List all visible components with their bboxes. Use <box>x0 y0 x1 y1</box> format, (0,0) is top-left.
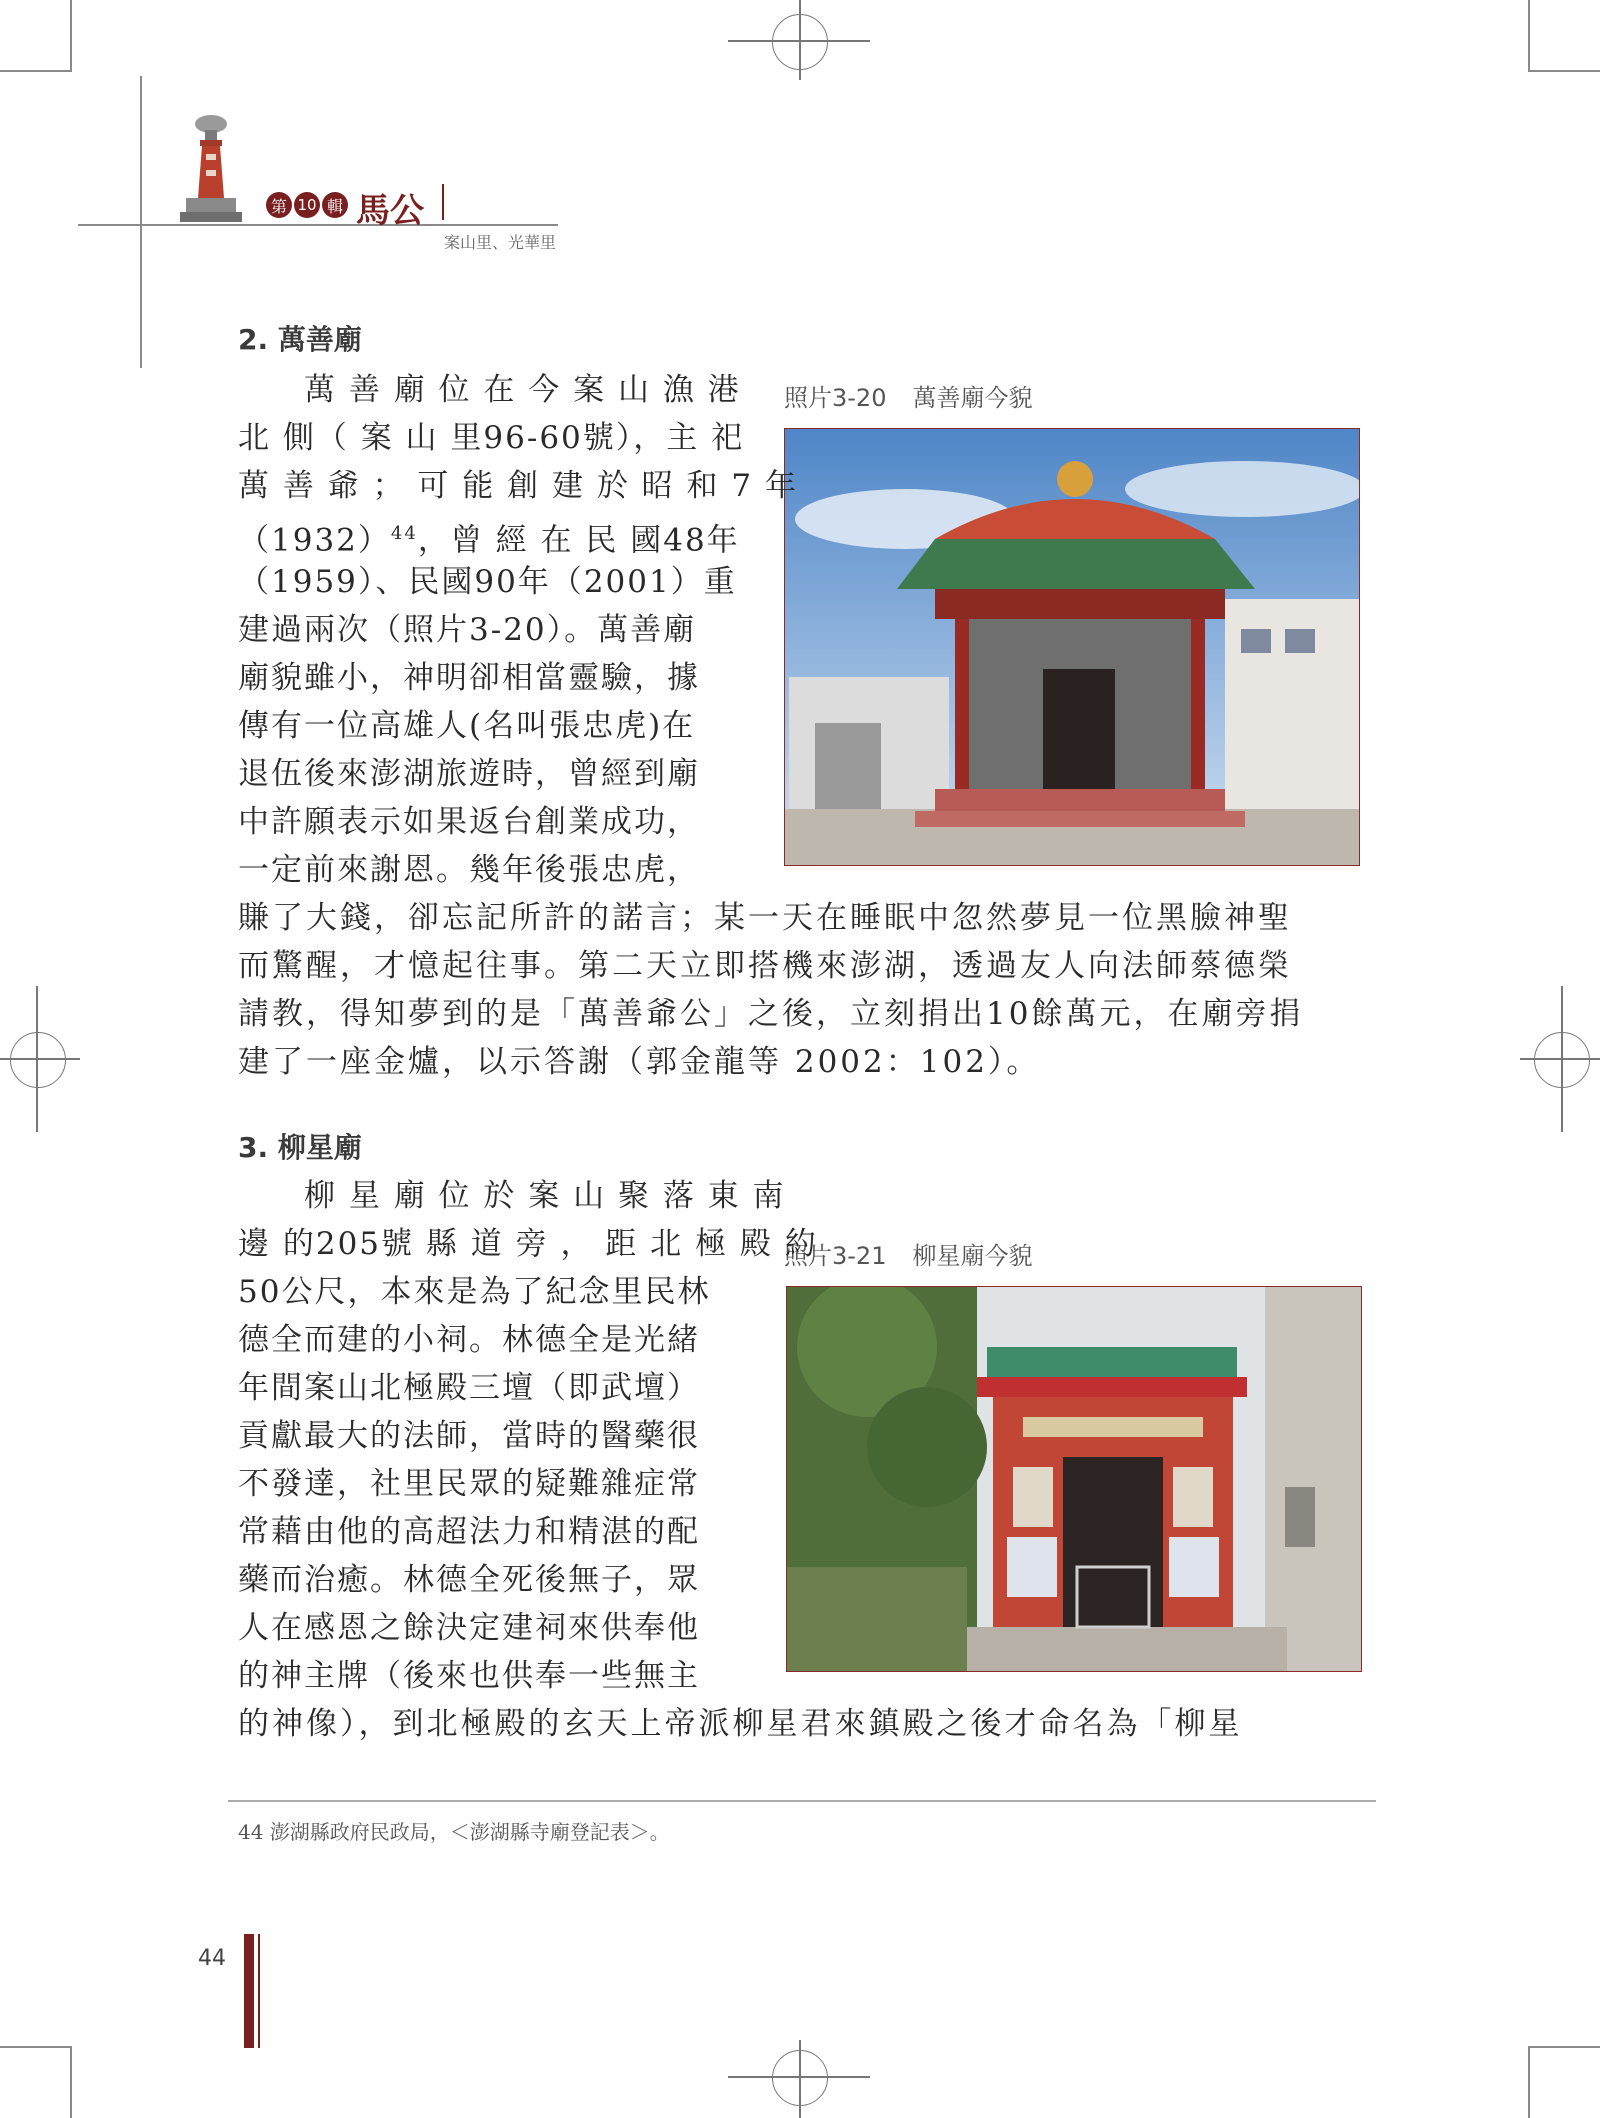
volume-badge <box>266 192 348 218</box>
footnote <box>238 1816 670 1845</box>
photo-caption-3-20 <box>784 378 1058 413</box>
photo-wanshan-temple <box>784 428 1360 866</box>
crop-mark <box>1528 70 1600 72</box>
text-line: 賺了大錢，卻忘記所許的諾言；某一天在睡眠中忽然夢見一位黑臉神聖 <box>238 900 1292 936</box>
text-line: 的神主牌（後來也供奉一些無主 <box>238 1658 700 1694</box>
text-line: 廟貌雖小，神明卻相當靈驗，據 <box>238 660 700 696</box>
text-line: 德全而建的小祠。林德全是光緒 <box>238 1322 700 1358</box>
badge-right: 輯 <box>322 192 348 218</box>
header-vertical-rule <box>140 76 142 368</box>
crop-mark <box>70 0 72 72</box>
photo-caption-3-21 <box>784 1236 1058 1271</box>
text-line: 柳 星 廟 位 於 案 山 聚 落 東 南 <box>238 1178 786 1214</box>
text-line: 建了一座金爐，以示答謝（郭金龍等 2002：102）。 <box>238 1044 1041 1080</box>
text-line: 北 側（ 案 山 里96-60號），主 祀 <box>238 420 745 456</box>
crop-mark <box>1528 2046 1600 2048</box>
crop-mark <box>0 70 72 72</box>
text-line: 貢獻最大的法師，當時的醫藥很 <box>238 1418 700 1454</box>
text-line: 邊 的205號 縣 道 旁 ， 距 北 極 殿 約 <box>238 1226 818 1262</box>
footnote-rule <box>228 1800 1376 1802</box>
section-heading-liuxing: 3. 柳星廟 <box>238 1131 362 1164</box>
text-line: 年間案山北極殿三壇（即武壇） <box>238 1370 700 1406</box>
caption-text: 柳星廟今貌 <box>912 1242 1033 1270</box>
text-line: 一定前來謝恩。幾年後張忠虎， <box>238 852 700 888</box>
text-segment: ，曾 經 在 民 國48年 <box>417 522 740 559</box>
text-line: 不發達，社里民眾的疑難雜症常 <box>238 1466 700 1502</box>
section-heading-wanshan: 2. 萬善廟 <box>238 323 362 356</box>
footnote-text: 澎湖縣政府民政局，＜澎湖縣寺廟登記表＞。 <box>269 1820 670 1844</box>
photo-liuxing-temple <box>786 1286 1362 1672</box>
text-line: 而驚醒，才憶起往事。第二天立即搭機來澎湖，透過友人向法師蔡德榮 <box>238 948 1292 984</box>
footnote-ref[interactable]: 44 <box>390 523 418 544</box>
text-line: （1959）、民國90年（2001）重 <box>238 564 737 600</box>
text-line: 退伍後來澎湖旅遊時，曾經到廟 <box>238 756 700 792</box>
page-marker-bar <box>244 1934 254 2048</box>
caption-id: 照片3-20 <box>784 384 887 412</box>
text-line: 人在感恩之餘決定建祠來供奉他 <box>238 1610 700 1646</box>
text-line: 藥而治癒。林德全死後無子，眾 <box>238 1562 700 1598</box>
text-line <box>238 510 740 564</box>
page-number: 44 <box>198 1946 226 1971</box>
header-subtitle: 案山里、光華里 <box>444 233 557 252</box>
crop-mark <box>70 2046 72 2118</box>
text-line: 傳有一位高雄人(名叫張忠虎)在 <box>238 708 696 744</box>
text-line: 中許願表示如果返台創業成功， <box>238 804 700 840</box>
text-line: 萬 善 廟 位 在 今 案 山 漁 港 <box>238 372 741 408</box>
text-line: 建過兩次（照片3-20）。萬善廟 <box>238 612 697 648</box>
badge-number: 10 <box>294 192 320 218</box>
caption-id: 照片3-21 <box>784 1242 887 1270</box>
text-segment: （1932） <box>238 522 391 559</box>
lighthouse-logo <box>178 110 244 226</box>
crop-mark <box>1528 0 1530 72</box>
text-line: 常藉由他的高超法力和精湛的配 <box>238 1514 700 1550</box>
text-line: 的神像），到北極殿的玄天上帝派柳星君來鎮殿之後才命名為「柳星 <box>238 1706 1243 1742</box>
text-line: 請教，得知夢到的是「萬善爺公」之後，立刻捐出10餘萬元，在廟旁捐 <box>238 996 1304 1032</box>
text-line: 萬 善 爺 ； 可 能 創 建 於 昭 和 7 年 <box>238 468 798 504</box>
crop-mark <box>1528 2046 1530 2118</box>
caption-text: 萬善廟今貌 <box>912 384 1033 412</box>
page-marker-line <box>258 1934 260 2048</box>
title-divider <box>442 184 444 220</box>
crop-mark <box>0 2046 72 2048</box>
header-title: 馬公 <box>356 191 424 231</box>
badge-left: 第 <box>266 192 292 218</box>
header-horizontal-rule <box>78 224 558 226</box>
footnote-number: 44 <box>238 1820 264 1844</box>
text-line: 50公尺，本來是為了紀念里民林 <box>238 1274 711 1310</box>
